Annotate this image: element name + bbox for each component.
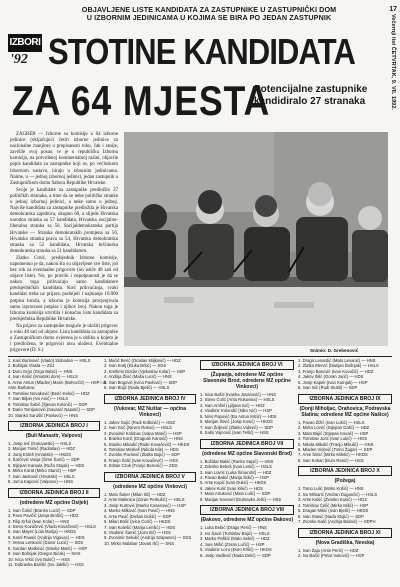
candidate-entry: 3. Franjo Banović (Ivan Kovačić) — HDZ xyxy=(298,368,374,374)
unit-subtitle: (Požega) xyxy=(334,478,356,485)
candidate-entry: 3. Filip Kršul (Ivan Kolar) — HNS xyxy=(8,518,70,524)
candidate-entry: 5. Ante Pavić (Dušan Dukić) — SDP xyxy=(104,513,172,519)
candidate-entry: 6. Jakov Kulić (Ivan Kikić) — HDS xyxy=(200,485,264,491)
unit-block xyxy=(298,466,392,524)
candidate-entry: 5. Stanko Mikadić (Rade Kovačević) — HKDS xyxy=(104,441,190,447)
candidate-entry: 5. Vladimir Lozo (Đuro Kršić) — HKDS xyxy=(200,547,272,553)
unit-subtitle: (Đakovo, odredene MZ općine Đakovo) xyxy=(200,517,294,524)
unit-block xyxy=(8,421,100,485)
candidate-entry: 10. Mirko Malabar (Jovan Ilić) — SNS xyxy=(104,540,175,546)
candidate-entry: 8. Ivan Kokan (Đuro Ranić) — HSS xyxy=(298,457,364,463)
unit-block xyxy=(200,505,294,558)
candidate-entry: 5. Stjepan Karaula (Ruža Stojak) — HDS xyxy=(8,462,85,468)
unit-block xyxy=(104,394,196,469)
candidate-entry: 7. Ante Šimić (Mirko Miletić) — HKDS xyxy=(298,452,368,458)
candidate-entry: 3. Krešimir Dizdar (Vjekoslav Kolar) — HSP xyxy=(104,368,186,374)
candidate-entry: 4. Tomislav Čelić (Mirko Milić) — HSP xyxy=(298,502,369,508)
candidate-entry: 1. Ivan Čokić (Branko Lucić) — SDP xyxy=(8,507,76,513)
candidate-entry: 2. Pavo Pavičić (Janja Brošić) — HDZ xyxy=(8,513,79,519)
candidate-entry: 3. Juraj Erdeš (Hrvatski) — HKDS xyxy=(8,451,72,457)
unit-title: IZBORNA JEDINICA BROJ X xyxy=(298,466,392,476)
candidate-entry: 4. Ivan Kokić (Hrvatski dom) — HSLS xyxy=(8,374,78,380)
candidate-column-3 xyxy=(200,358,294,583)
candidate-entry: 1. Pavao Žižić (Ivan Lukić) — HSLS xyxy=(298,419,365,425)
candidate-entry: 1. Ivica Bašić (Ivanka Jovanović) — HNS xyxy=(200,392,277,397)
article-paragraph: Zlatko Crnić, predsjednik Izborne komisije, napomenuo je da, nakon što su objavljene sve liste, još bez rok za eventualne prigovore (on ističe 48 sati od objave liste). No, po pravilu i nepotpunosti je da se nakon toga prihvaćaju samo kandidature predsjedničkih kandidata. Kod prihvaćanja, svaki kandidat treba uz prijavu podnijeti i najmanje 10.000 potpisa birača, a izborna je komisija procjenjivala samo ispravnost potpisa i njihov broj. Nakon toga je Izborna komisija utvrdila i konačnu listu kandidata za predsjednika Republike Hrvatske. xyxy=(10,255,118,322)
candidate-entry: 3. Marko Paškić (Mato Sekić) — HDZ xyxy=(200,536,270,542)
press-conference-photo xyxy=(124,132,388,346)
candidate-entry: 2. Ivan Kralj (Kluka Brkic) — SDS xyxy=(104,363,167,369)
candidate-entry: 5. Ivan Bogović (Ivica Pavlović) — SDP xyxy=(104,379,178,385)
candidate-entry: 4. Stevo Kovačević (Vlado Kovačević) — HSLS xyxy=(8,523,96,529)
candidate-entry: 7. Ivan Janković (Hrvatski) — HSLS xyxy=(8,473,75,479)
candidate-entry: 7. Ivan Žuljević (Zlatko Vidović) — SDP xyxy=(200,424,273,430)
candidate-entry: 1. Mato Šuker (Milan Ilić) — HDZ xyxy=(104,491,166,497)
candidate-entry: 8. Sašo Vojnović (Ivan Tešić) — HSS xyxy=(200,430,269,436)
subheadline: Potencijalne zastupnike kandidiralo 27 stranaka xyxy=(254,84,368,107)
unit-subtitle: (Vukovar, MZ Nuštar — općina Vinkovci) xyxy=(113,405,187,418)
unit-title: IZBORNA JEDINICA BROJ IX xyxy=(298,394,392,404)
candidate-entry: 8. Marijan Novosel (Dubravko Jelić) — HSS xyxy=(200,496,282,502)
unit-title: IZBORNA JEDINICA BROJ II xyxy=(8,488,100,498)
candidate-entry: 1. Božidar Bakić (Ranko Sapić) — HNS xyxy=(200,458,274,464)
candidate-entry: 1. Jakov Gujić (Rudi Kolbović) — HDZ xyxy=(104,419,175,425)
candidate-entry: 1. Ivan Žaja (Ante Perić) — HDZ xyxy=(298,547,359,553)
candidate-entry: 4. Šarčević Vanja (Šime Šarić) — SDP xyxy=(8,457,80,463)
unit-block xyxy=(298,394,392,464)
article-paragraph: Svoje je kandidate za zastupnike predložilo 27 političkih stranaka, a time da se neke političke stranke u jednoj izbornoj jedinici, a neke samo u jednoj. Najviše kandidata za zastupnike predložila je Hrvatska demokratska zajednica, ukupno 60, a slijede Hrvatska narodna stranka sa 57 kandidata, Hrvatska socijalno-liberalna stranka sa 56, Socijaldemokratska partija Hrvatske — Stranka demokratskih promjena sa 56, Hrvatska stranka prava sa 54, Hrvatska demokratska stranka sa 52 kandidata, Hrvatska kršćanska demokratska stranka sa 51 kandidatom. xyxy=(10,187,118,254)
unit-block xyxy=(104,358,196,391)
izbori-logo: IZBORI xyxy=(8,34,42,52)
candidate-entry: 9. Zvonimir Sekulić (Andrija Szapanec) — SDS xyxy=(104,535,192,541)
candidate-entry: 7. Ivan Kolešić (Marija Lenšić) — HDS xyxy=(104,524,176,530)
candidate-entry: 7. Zvonko Pavlović (Zlatko Bujić) — SDP xyxy=(104,452,180,458)
candidate-entry: 5. Dragan Mikić (Ivan Bjelić) — HKDS xyxy=(298,508,369,514)
candidate-entry: 7. Ivan Biljan (Ivo Anić) — HSLS xyxy=(8,396,69,402)
unit-subtitle: (odredene MZ općine Slavonski Brod) xyxy=(202,450,292,457)
photo-caption: Snimio: D. Grebenović xyxy=(310,348,359,353)
unit-title: IZBORNA JEDINICA BROJ VI xyxy=(200,360,294,370)
candidate-entry: 6. Ivan Stanić (Nada Stojić) — SDP xyxy=(298,513,364,519)
candidate-entry: 7. Mato Artuković (Mato Lulić) — SDP xyxy=(200,491,271,497)
unit-block xyxy=(104,472,196,547)
candidate-entry: 9. Ivan Bošnjak (Gregor Bićak) — NHS xyxy=(8,551,81,557)
candidate-column-1 xyxy=(8,358,108,583)
candidate-entry: 2. Bošnjak Vlasta — ZSJ xyxy=(8,363,55,369)
candidate-entry: 3. Duro Grgo (Grga Babić) — HNS xyxy=(8,368,73,374)
candidate-entry: 6. Ivan Ivić (Rudi Stubli) — SDP xyxy=(298,385,358,391)
candidate-entry: 3. Mato Bajić (Stjepan Kovač) — HSP xyxy=(298,430,369,436)
candidate-entry: 5. Ante Kopić (Ivan Dukić) — HKDS xyxy=(200,480,267,486)
candidate-entry: 7. Vesna Lenković (Davor Lucić) — SDS xyxy=(8,540,84,546)
unit-title: IZBORNA JEDINICA BROJ VIII xyxy=(200,505,294,515)
candidate-entry: 3. Ivan Lovrić (Luka Šimundić) — HDZ xyxy=(200,469,272,475)
candidate-entry: 6. Josip Vadlević (Nada Delić) — SDP xyxy=(200,552,271,558)
unit-subtitle: (odredene MZ općine Osijek) xyxy=(19,499,89,506)
candidate-entry: 8. Franjo Šolić (Ivan Kovačević) — HSS xyxy=(104,457,179,463)
candidate-entry: 6. Marijan Štivić (Josip Kosić) — HKDS xyxy=(200,419,273,425)
unit-title: IZBORNA JEDINICA BROJ I xyxy=(8,421,100,431)
candidate-entry: 6. Karol Pausić (Andrija Vigovac) — HDS xyxy=(8,534,85,540)
candidate-entry: 8. Gordan Matković (Slavko Matić) — HSP xyxy=(8,545,88,551)
candidate-entry: 2. Ivan Goć (Neven Rukov) — HSLS xyxy=(104,425,172,431)
candidate-entry: 4. Jakov Šilić (Goran Jurić) — HDS xyxy=(298,374,364,380)
candidate-entry: 1. Drago Lenardić (Mato Levanić) — HNS xyxy=(298,358,376,363)
article-body xyxy=(10,132,118,354)
candidate-entry: 4. Branko Korić (Dragutin Karović) — HNS xyxy=(104,436,183,442)
candidate-column-4 xyxy=(298,358,392,583)
unit-subtitle: (Buli Manastir, Valpovo) xyxy=(25,432,83,439)
candidate-entry: 2. Ivo Šavić (Tomislav Bajić) — HSLS xyxy=(200,530,270,536)
candidate-entry: 3. Josip Kurtović (Marko Kosanović) — HSP xyxy=(104,502,186,508)
unit-title: IZBORNA JEDINICA BROJ XI xyxy=(298,528,392,538)
candidate-entry: 5. Josip Kapek (Ivan Kutnjak) — HSP xyxy=(298,379,368,385)
candidate-entry: 6. Tomislav Merkeš (Nikola Klis) — HDS xyxy=(104,446,179,452)
candidate-entry: 5. Anne Antun (Mladen) Marin (Bohovčić) — HSP i dr. xyxy=(8,379,108,385)
candidate-entry: 1. Maćić Berić (Oroslav Miljković) — HDZ xyxy=(104,358,181,363)
candidate-entry: 2. Zlatko Mervić (Marijan Bošnjak) — HSLS xyxy=(298,363,379,369)
candidate-entry: 2. Ante Malenica (Zoran Perkušić) — HSLS xyxy=(104,497,185,503)
banner-line-2: U IZBORNIM JEDINICAMA U KOJIMA SE BIRA PO JEDAN ZASTUPNIK xyxy=(86,13,332,23)
candidate-entry: 3. Ante Kekić (Zvonko Kunić) — HDZ xyxy=(298,497,367,503)
issue-date-vertical: Večernji list ČETVRTAK, 9. VII. 1992. xyxy=(390,14,396,110)
candidate-entry: 2. Mirko Lovrić (Stjepan Galić) — HDZ xyxy=(298,425,370,431)
candidate-entry: 4. Marko Milković (Ivan Pavić) — HNS xyxy=(104,508,175,514)
candidate-entry: 5. Nikola Mikulić (Franjo Mikulić) — HNS xyxy=(298,441,374,447)
candidate-entry: 6. Tomislav Novaković (Berić-Kekić) — HDZ xyxy=(8,390,90,396)
candidate-entry: 4. Andrija Živić (Maša Lucić) — HNS xyxy=(104,374,172,380)
candidate-entry: 2. Zdenko Bebek (Ivan Lesić) — HSLS xyxy=(200,464,272,470)
candidate-entry: 3. Ivan Amšel (Ljiljana Ivić) — HDZ xyxy=(200,402,265,408)
unit-block xyxy=(200,360,294,436)
candidate-entry: 2. Marijan Tomić (Radoslav) — HDZ xyxy=(8,446,75,452)
unit-subtitle: (Nova Gradiška, Nevska) xyxy=(315,539,375,546)
unit-block xyxy=(298,528,392,559)
candidate-entry: 2. Ivo Bačić (Petar Vuković) — HSP xyxy=(298,552,365,558)
candidate-entry: 8. Tomislav Šubić (Šjevan Kolonić) — SDP xyxy=(8,401,88,407)
unit-subtitle: (Županja, odredene MZ općine Slavonski Brod, odredene MZ općine Vinkovci) xyxy=(203,372,291,390)
unit-block xyxy=(8,358,108,418)
section-divider xyxy=(8,356,392,357)
candidate-entry: 9. Dario Tomljanović (Savanić Naputić) — SDP xyxy=(8,407,95,413)
unit-subtitle: (Donji Miholjac, Orahovica, Podravska Slatina; odredene MZ općine Našice) xyxy=(299,405,391,418)
unit-block xyxy=(200,439,294,503)
candidate-column-2 xyxy=(104,358,196,583)
banner-line-1: OBJAVLJENE LISTE KANDIDATA ZA ZASTUPNIKE U ZASTUPNIČKI DOM xyxy=(81,5,337,14)
candidate-entry: 4. Tomislav Jurić (Ivan Lukić) — HDS xyxy=(298,436,368,442)
headline-line-1: STOTINE KANDIDATA xyxy=(48,31,356,72)
izbori-logo-year: '92 xyxy=(10,52,28,67)
unit-title: IZBORNA JEDINICA BROJ VII xyxy=(200,439,294,449)
candidate-entry: 4. Vladimir Kolundić (Niko Ivić) — HSP xyxy=(200,408,272,414)
unit-block xyxy=(298,358,392,391)
candidate-entry: 10. Stanko Sarušić (Pavlovci) — HNS xyxy=(8,412,79,418)
article-paragraph: ZAGREB — Izborne su komisije u 64 izborne jedinice (uključujući četiri izborne jedinice za nacionalne manjine) u propisanom roku, čak i ranije, završile svoj posao, te je u republičku Izbornu komisiju, na potvrđenoj kontinentalnoj razini, objavile popis kandidata za zastupnike koji se, po većinskom izbornom sustavu, biraju u izbornim jedinicama. Naime, u — jednoj izbornoj jedinici, jedan zastupnik u Zastupničkom domu Sabora Republike Hrvatske. xyxy=(10,132,118,186)
page-number: 17 xyxy=(389,6,397,13)
candidate-entry: 1. Luka Bebić (Drago Perić) — HNS xyxy=(200,525,267,531)
candidate-entry: 6. Mirko Korat (Mirko Stanić) — HSP xyxy=(8,468,77,474)
headline-line-2: ZA 64 MJESTA xyxy=(12,77,271,124)
candidate-entry: 5. Ivan Mayer (Lola Marija) — HKDS xyxy=(8,529,76,535)
candidate-entry: 8. Jurca Kapović (Valpovo) — HNS xyxy=(8,479,74,485)
candidate-entry: 6. Mladen Vidović (Tomo Žagar) — SDP xyxy=(298,446,373,452)
candidate-entry: 11. Dubravka Barišić (Ivo Jakšić) — HSS xyxy=(8,562,84,568)
candidate-entry: 1. Josip Ivić (Daruvarski) — HSLS xyxy=(8,440,72,446)
candidate-entry: 3. Zvonimir Kolebac (Ivana Marić) — HSP xyxy=(104,430,182,436)
candidate-entry: 9. Zoltan Czuk (Franjo Bencsić) — ZDS xyxy=(104,463,178,469)
unit-subtitle: (odredene MZ općine Vinkovci) xyxy=(113,483,187,490)
candidate-entry: 2. Ivo Mlinarić (Vedran Dugančić) — HSLS xyxy=(298,491,378,497)
candidate-entry: 1. Tomo Lulić (Mirko Košić) — HNS xyxy=(298,486,364,492)
candidate-entry: 6. Milan Bolić (Ivica Ćorić) — HKDS xyxy=(104,519,171,525)
candidate-entry: Ante Barbarac xyxy=(8,385,35,391)
top-banner xyxy=(44,6,374,23)
candidate-entry: 1. Kaić Đurinović (Vlado) Slobodan — HSLS xyxy=(8,358,91,363)
candidate-entry: 4. Pavao Babić (Marija Šolić) — HSP xyxy=(200,474,269,480)
candidate-entry: 5. Nino Papović (Đo Antun Mizić) — HDS xyxy=(200,413,277,419)
photo-illustration xyxy=(124,132,388,346)
unit-block xyxy=(8,488,100,568)
unit-title: IZBORNA JEDINICA BROJ V xyxy=(104,472,196,482)
candidate-entry: 2. Stevo Ćolić (Anta Rukavina) — HSLS xyxy=(200,397,275,403)
candidate-entry: 6. Ivan Bojić (Nada Bjelić) — HSLS xyxy=(104,385,170,391)
article-paragraph: Na prijave za zastupnike moguće je uložiti prigovor u roku 48 sati od objave. Lista kandidata za zastupnike u Zastupničkom domu ovjerena je u obliku u kojem je i predložena, te prigovori nisu uloženi. Eventualne prigovore (D. S.) xyxy=(10,323,118,354)
unit-title: IZBORNA JEDINICA BROJ IV xyxy=(104,394,196,404)
candidate-entry: 4. Jure Mišić (Zoran Lučić) — HSP xyxy=(200,541,265,547)
candidate-entry: 7. Zvonko Kalić (Andrija Batinić) — SDPH xyxy=(298,519,376,525)
candidate-entry: 10. Ivica Vrkić (Ivo Bukić) — HSS xyxy=(8,556,70,562)
candidate-entry: 8. Vladimir Šamić (Jozo Ilić) — HSS xyxy=(104,529,171,535)
